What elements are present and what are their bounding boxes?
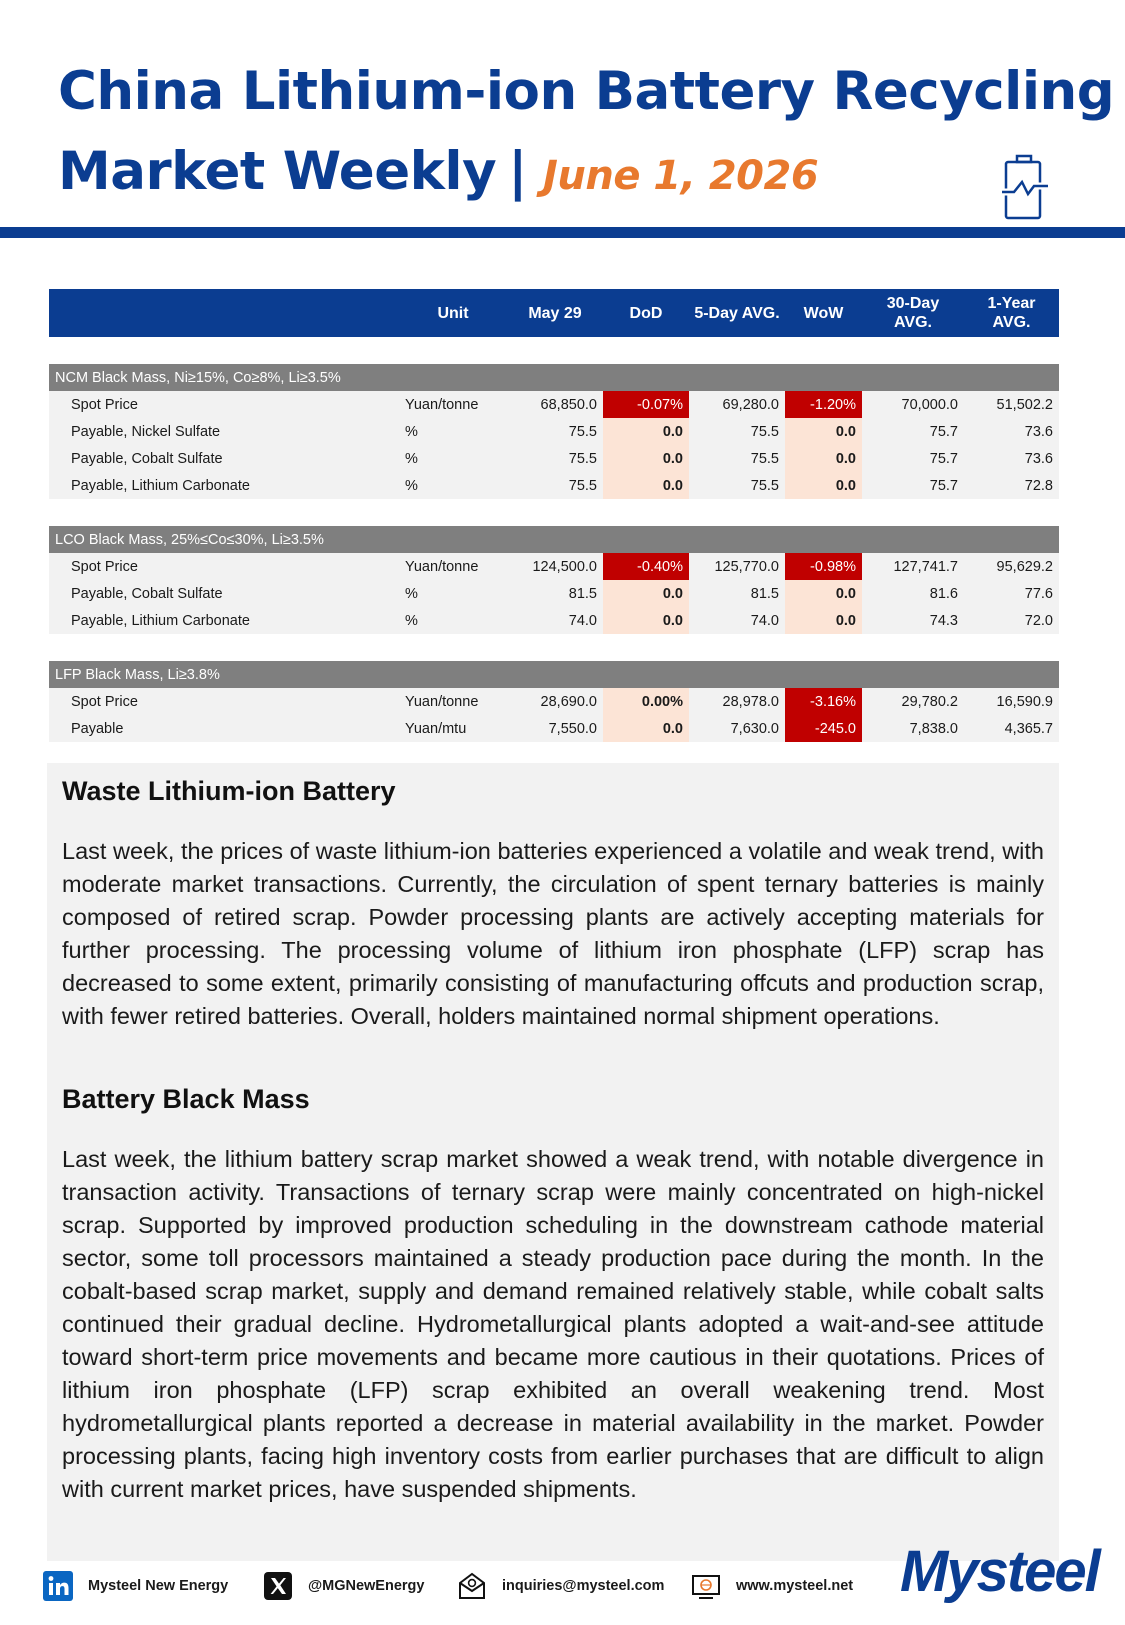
row-wow-change: -0.98% <box>785 553 862 580</box>
row-wow-change: 0.0 <box>785 580 862 607</box>
col-header-5day: 5-Day AVG. <box>689 289 785 337</box>
table-row <box>49 391 1059 418</box>
row-unit: % <box>399 472 507 499</box>
price-table <box>49 289 1059 742</box>
header-rule <box>0 227 1125 238</box>
row-name: Payable, Lithium Carbonate <box>49 472 399 499</box>
row-5day-avg: 125,770.0 <box>689 553 785 580</box>
row-name: Payable, Lithium Carbonate <box>49 607 399 634</box>
row-30day-avg: 74.3 <box>862 607 964 634</box>
row-dod-change: -0.07% <box>603 391 689 418</box>
row-30day-avg: 75.7 <box>862 445 964 472</box>
row-1year-avg: 73.6 <box>964 445 1059 472</box>
row-dod-change: 0.00% <box>603 688 689 715</box>
footer-x-label: @MGNewEnergy <box>308 1578 425 1594</box>
row-unit: Yuan/mtu <box>399 715 507 742</box>
row-price-may29: 75.5 <box>507 472 603 499</box>
table-header-row <box>49 289 1059 337</box>
row-wow-change: 0.0 <box>785 607 862 634</box>
footer-email-label: inquiries@mysteel.com <box>502 1578 665 1594</box>
row-wow-change: 0.0 <box>785 418 862 445</box>
section-heading-waste-battery: Waste Lithium-ion Battery <box>62 776 396 806</box>
footer-linkedin[interactable] <box>42 1570 228 1602</box>
section-title: LFP Black Mass, Li≥3.8% <box>49 661 1059 688</box>
row-name: Payable <box>49 715 399 742</box>
row-price-may29: 75.5 <box>507 418 603 445</box>
col-header-date: May 29 <box>507 289 603 337</box>
footer-website-label: www.mysteel.net <box>736 1578 854 1594</box>
table-row <box>49 715 1059 742</box>
row-unit: % <box>399 418 507 445</box>
row-wow-change: -3.16% <box>785 688 862 715</box>
commentary-panel <box>47 763 1059 1561</box>
row-unit: Yuan/tonne <box>399 391 507 418</box>
row-wow-change: 0.0 <box>785 472 862 499</box>
col-header-unit: Unit <box>399 289 507 337</box>
row-name: Payable, Nickel Sulfate <box>49 418 399 445</box>
row-dod-change: 0.0 <box>603 607 689 634</box>
row-1year-avg: 73.6 <box>964 418 1059 445</box>
row-unit: Yuan/tonne <box>399 688 507 715</box>
section-header-row <box>49 364 1059 391</box>
row-unit: Yuan/tonne <box>399 553 507 580</box>
row-name: Spot Price <box>49 391 399 418</box>
table-row <box>49 418 1059 445</box>
x-icon <box>262 1570 294 1602</box>
row-price-may29: 124,500.0 <box>507 553 603 580</box>
row-unit: % <box>399 445 507 472</box>
row-30day-avg: 127,741.7 <box>862 553 964 580</box>
row-30day-avg: 29,780.2 <box>862 688 964 715</box>
col-header-30day: 30-Day AVG. <box>862 289 964 337</box>
footer-x[interactable] <box>262 1570 424 1602</box>
table-row <box>49 688 1059 715</box>
col-header <box>49 289 399 337</box>
table-row <box>49 580 1059 607</box>
row-5day-avg: 75.5 <box>689 418 785 445</box>
section-body-black-mass: Last week, the lithium battery scrap market showed a weak trend, with notable divergence in transaction activity. Transactions of ternary scrap were mainly concentrated on high-nickel scrap. Supported by improved production scheduling in the downstream cathode material sector, some toll processors maintained a steady production pace during the month. In the cobalt-based scrap market, supply and demand remained relatively stable, while cobalt salts continued their gradual decline. Hydrometallurgical plants adopted a wait-and-see attitude toward short-term price movements and became more cautious in their quotations. Prices of lithium iron phosphate (LFP) scrap exhibited an overall weakening trend. Most hydrometallurgical plants reported a decrease in material availability in the market. Powder processing plants, facing high inventory costs from earlier purchases that are difficult to align with current market prices, have suspended shipments. <box>62 1146 1044 1502</box>
linkedin-icon <box>42 1570 74 1602</box>
row-wow-change: -245.0 <box>785 715 862 742</box>
row-5day-avg: 75.5 <box>689 445 785 472</box>
row-5day-avg: 75.5 <box>689 472 785 499</box>
row-dod-change: 0.0 <box>603 472 689 499</box>
spacer-cell <box>49 337 1059 364</box>
table-row <box>49 607 1059 634</box>
row-5day-avg: 69,280.0 <box>689 391 785 418</box>
section-header-row <box>49 661 1059 688</box>
row-dod-change: 0.0 <box>603 715 689 742</box>
row-dod-change: 0.0 <box>603 445 689 472</box>
row-5day-avg: 81.5 <box>689 580 785 607</box>
col-header-wow: WoW <box>785 289 862 337</box>
row-price-may29: 28,690.0 <box>507 688 603 715</box>
row-wow-change: 0.0 <box>785 445 862 472</box>
section-title: NCM Black Mass, Ni≥15%, Co≥8%, Li≥3.5% <box>49 364 1059 391</box>
row-name: Spot Price <box>49 688 399 715</box>
row-1year-avg: 72.8 <box>964 472 1059 499</box>
row-unit: % <box>399 580 507 607</box>
row-1year-avg: 72.0 <box>964 607 1059 634</box>
row-30day-avg: 75.7 <box>862 472 964 499</box>
footer-website[interactable] <box>690 1570 853 1602</box>
row-1year-avg: 95,629.2 <box>964 553 1059 580</box>
row-price-may29: 7,550.0 <box>507 715 603 742</box>
row-dod-change: 0.0 <box>603 580 689 607</box>
row-unit: % <box>399 607 507 634</box>
row-price-may29: 81.5 <box>507 580 603 607</box>
row-name: Spot Price <box>49 553 399 580</box>
row-price-may29: 75.5 <box>507 445 603 472</box>
email-icon <box>456 1570 488 1602</box>
row-30day-avg: 70,000.0 <box>862 391 964 418</box>
col-header-1year: 1-Year AVG. <box>964 289 1059 337</box>
row-5day-avg: 28,978.0 <box>689 688 785 715</box>
row-1year-avg: 16,590.9 <box>964 688 1059 715</box>
section-spacer <box>49 499 1059 526</box>
mysteel-logo: Mysteel <box>900 1539 1099 1604</box>
table-row <box>49 445 1059 472</box>
row-price-may29: 68,850.0 <box>507 391 603 418</box>
row-wow-change: -1.20% <box>785 391 862 418</box>
footer-email[interactable] <box>456 1570 664 1602</box>
section-spacer <box>49 634 1059 661</box>
row-5day-avg: 7,630.0 <box>689 715 785 742</box>
row-dod-change: 0.0 <box>603 418 689 445</box>
row-name: Payable, Cobalt Sulfate <box>49 580 399 607</box>
row-name: Payable, Cobalt Sulfate <box>49 445 399 472</box>
title-separator: | <box>508 141 527 202</box>
footer-linkedin-label: Mysteel New Energy <box>88 1578 229 1594</box>
row-30day-avg: 7,838.0 <box>862 715 964 742</box>
page-title <box>58 52 1114 216</box>
report-date: June 1, 2026 <box>543 153 819 199</box>
section-body-waste-battery: Last week, the prices of waste lithium-ion batteries experienced a volatile and weak trend, with moderate market transactions. Currently, the circulation of spent ternary batteries is mainly composed of retired scrap. Powder processing plants are actively accepting materials for further processing. The processing volume of lithium iron phosphate (LFP) scrap has decreased to some extent, primarily consisting of manufacturing offcuts and production scrap, with fewer retired batteries. Overall, holders maintained normal shipment operations. <box>62 838 1044 1029</box>
row-dod-change: -0.40% <box>603 553 689 580</box>
col-header-dod: DoD <box>603 289 689 337</box>
table-row <box>49 553 1059 580</box>
row-1year-avg: 51,502.2 <box>964 391 1059 418</box>
row-price-may29: 74.0 <box>507 607 603 634</box>
row-30day-avg: 75.7 <box>862 418 964 445</box>
section-header-row <box>49 526 1059 553</box>
title-line-2: Market Weekly <box>58 141 497 202</box>
section-heading-black-mass: Battery Black Mass <box>62 1084 310 1114</box>
section-spacer <box>49 337 1059 364</box>
row-30day-avg: 81.6 <box>862 580 964 607</box>
spacer-cell <box>49 499 1059 526</box>
table-row <box>49 472 1059 499</box>
section-title: LCO Black Mass, 25%≤Co≤30%, Li≥3.5% <box>49 526 1059 553</box>
title-line-1: China Lithium-ion Battery Recycling <box>58 61 1115 122</box>
row-1year-avg: 4,365.7 <box>964 715 1059 742</box>
battery-recycle-icon <box>1000 154 1050 220</box>
website-icon <box>690 1570 722 1602</box>
row-5day-avg: 74.0 <box>689 607 785 634</box>
spacer-cell <box>49 634 1059 661</box>
row-1year-avg: 77.6 <box>964 580 1059 607</box>
